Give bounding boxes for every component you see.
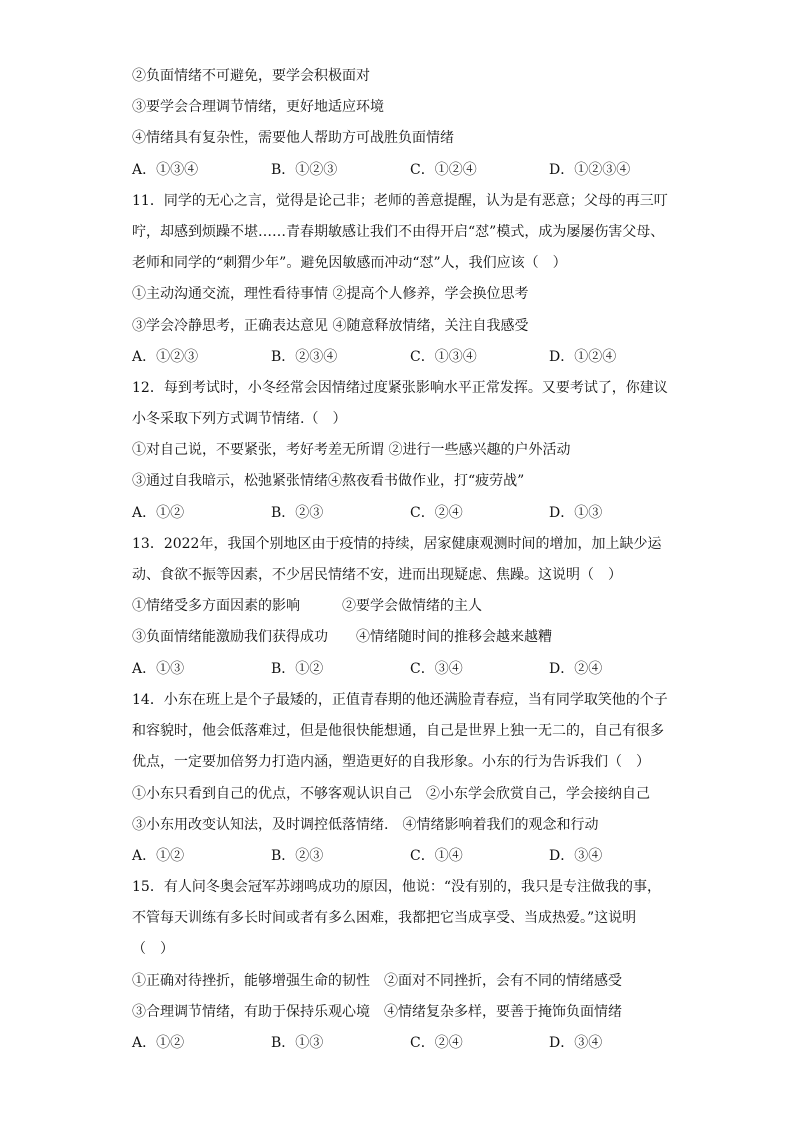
q10-option-d: D．①②③④: [549, 162, 631, 178]
q11-statements-2: ③学会冷静思考，正确表达意见 ④随意释放情绪，关注自我感受: [132, 318, 529, 334]
q12-statements-1: ①对自己说，不要紧张，考好考差无所谓 ②进行一些感兴趣的户外活动: [132, 442, 571, 458]
q11-stem-2: 咛，却感到烦躁不堪……青春期敏感让我们不由得开启“怼”模式，成为屡屡伤害父母、: [132, 224, 665, 240]
q15-statements-2: ③合理调节情绪，有助于保持乐观心境 ④情绪复杂多样，要善于掩饰负面情绪: [132, 1004, 622, 1020]
q14-statements-1: ①小东只看到自己的优点，不够客观认识自己 ②小东学会欣赏自己，学会接纳自己: [132, 786, 650, 802]
q14-option-b: B．②③: [271, 848, 324, 864]
q11-option-a: A．①②③: [132, 349, 199, 365]
q12-stem-1: 12．每到考试时，小冬经常会因情绪过度紧张影响水平正常发挥。又要考试了，你建议: [132, 380, 668, 396]
q11-option-b: B．②③④: [271, 349, 338, 365]
q10-option-b: B．①②③: [271, 162, 338, 178]
q12-option-c: C．②④: [410, 505, 463, 521]
q14-statements-2: ③小东用改变认知法，及时调控低落情绪. ④情绪影响着我们的观念和行动: [132, 817, 599, 833]
q11-stem-1: 11．同学的无心之言，觉得是论己非；老师的善意提醒，认为是有恶意；父母的再三叮: [132, 193, 668, 209]
q14-stem-3: 优点，一定要加倍努力打造内涵，塑造更好的自我形象。小东的行为告诉我们（ ）: [132, 754, 650, 770]
q13-option-a: A．①③: [132, 661, 185, 677]
q14-stem-2: 和容貌时，他会低落难过，但是他很快能想通，自己是世界上独一无二的，自己有很多: [132, 723, 664, 739]
q15-option-d: D．③④: [549, 1035, 603, 1051]
q15-option-c: C．②④: [410, 1035, 463, 1051]
q14-option-a: A．①②: [132, 848, 185, 864]
q13-stem-1: 13．2022年，我国个别地区由于疫情的持续，居家健康观测时间的增加，加上缺少运: [132, 536, 662, 552]
q12-option-d: D．①③: [549, 505, 603, 521]
q15-stem-1: 15．有人问冬奥会冠军苏翊鸣成功的原因，他说：“没有别的，我只是专注做我的事，: [132, 879, 661, 895]
q10-statement-3: ③要学会合理调节情绪，更好地适应环境: [132, 99, 384, 115]
q12-option-b: B．②③: [271, 505, 324, 521]
q12-stem-2: 小冬采取下列方式调节情绪.（ ）: [132, 411, 347, 427]
q10-statement-2: ②负面情绪不可避免，要学会积极面对: [132, 68, 370, 84]
q10-option-a: A．①③④: [132, 162, 199, 178]
q13-option-c: C．③④: [410, 661, 463, 677]
q12-option-a: A．①②: [132, 505, 185, 521]
q15-stem-2: 不管每天训练有多长时间或者有多么困难，我都把它当成享受、当成热爱。”这说明: [132, 910, 637, 926]
q14-option-c: C．①④: [410, 848, 463, 864]
q15-option-a: A．①②: [132, 1035, 185, 1051]
q14-option-d: D．③④: [549, 848, 603, 864]
q13-stem-2: 动、食欲不振等因素，不少居民情绪不安，进而出现疑虑、焦躁。这说明（ ）: [132, 567, 622, 583]
q11-option-d: D．①②④: [549, 349, 617, 365]
q11-option-c: C．①③④: [410, 349, 477, 365]
q15-option-b: B．①③: [271, 1035, 324, 1051]
q13-option-b: B．①②: [271, 661, 324, 677]
q11-statements-1: ①主动沟通交流，理性看待事情 ②提高个人修养，学会换位思考: [132, 286, 529, 302]
q10-option-c: C．①②④: [410, 162, 477, 178]
q12-statements-2: ③通过自我暗示，松弛紧张情绪④熬夜看书做作业，打“疲劳战”: [132, 473, 525, 489]
q10-statement-4: ④情绪具有复杂性，需要他人帮助方可战胜负面情绪: [132, 130, 454, 146]
q14-stem-1: 14．小东在班上是个子最矮的，正值青春期的他还满脸青春痘，当有同学取笑他的个子: [132, 692, 668, 708]
q15-statements-1: ①正确对待挫折，能够增强生命的韧性 ②面对不同挫折，会有不同的情绪感受: [132, 973, 622, 989]
q13-statements-2: ③负面情绪能激励我们获得成功 ④情绪随时间的推移会越来越糟: [132, 629, 552, 645]
q13-option-d: D．②④: [549, 661, 603, 677]
q13-statements-1: ①情绪受多方面因素的影响 ②要学会做情绪的主人: [132, 598, 482, 614]
q15-stem-3: （ ）: [132, 941, 174, 957]
q11-stem-3: 老师和同学的“刺猬少年”。避免因敏感而冲动“怼”人，我们应该（ ）: [132, 255, 567, 271]
